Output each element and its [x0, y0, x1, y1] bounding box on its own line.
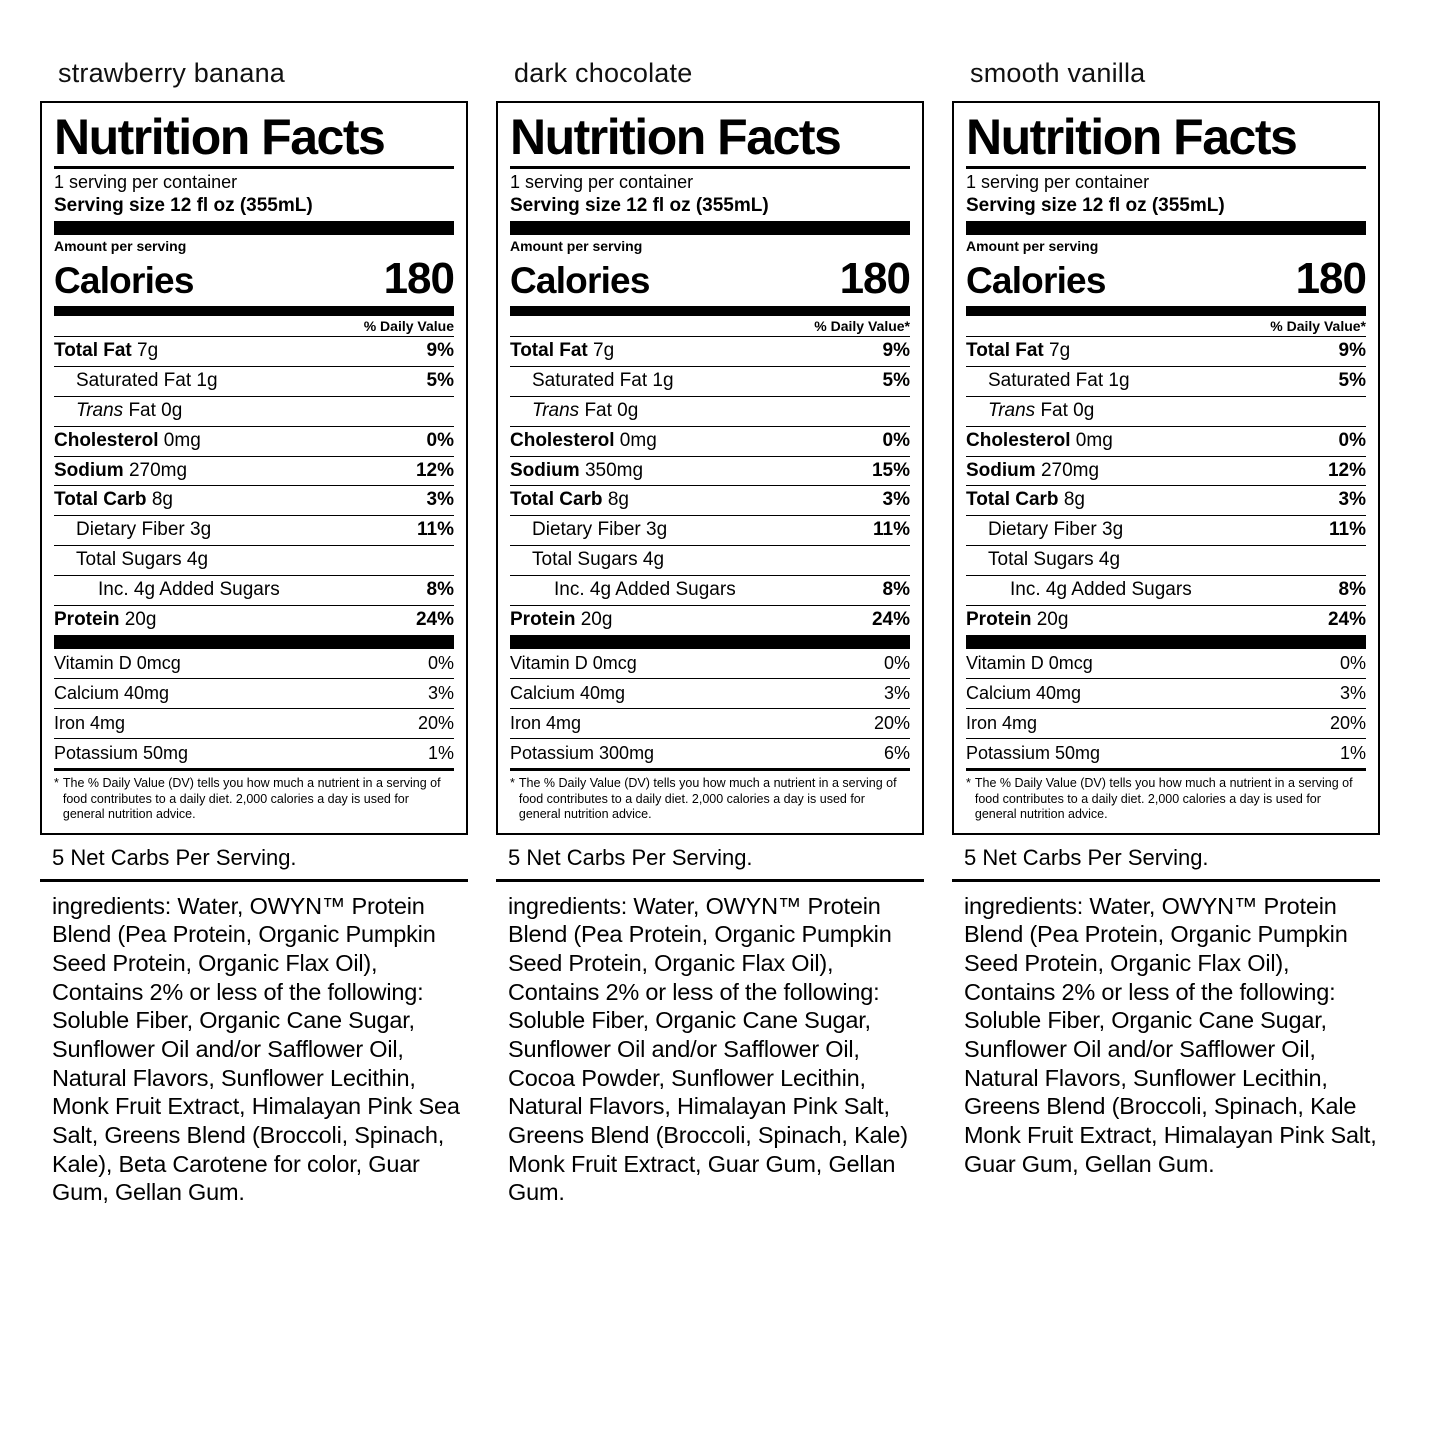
amount-per-serving-label: Amount per serving	[510, 238, 643, 254]
vitamin-daily-value: 3%	[883, 682, 910, 703]
nutrient-name	[510, 431, 657, 452]
nutrient-name	[966, 610, 1068, 631]
nutrient-name	[554, 580, 736, 601]
nutrient-daily-value: 5%	[1338, 369, 1366, 391]
footnote-text: The % Daily Value (DV) tells you how much a nutrient in a serving of food contributes to a daily diet. 2,000 calories a day is used for general nutrition advice.	[62, 775, 441, 822]
nutrient-name	[966, 431, 1113, 452]
nutrient-amount: 270mg	[1035, 459, 1100, 481]
vitamin-name: Calcium 40mg	[966, 682, 1082, 703]
nutrient-name	[988, 401, 1094, 422]
nutrient-daily-value: 3%	[426, 489, 454, 511]
nutrient-row	[510, 426, 910, 456]
vitamin-name: Vitamin D 0mcg	[54, 652, 181, 673]
ingredients-text: ingredients: Water, OWYN™ Protein Blend (Pea Protein, Organic Pumpkin Seed Protein, Organic Flax Oil), Contains 2% or less of the following: Soluble Fiber, Organic Cane Sugar, Sunflower Oil and/or Safflower Oil, Natural Flavors, Sunflower Lecithin, Greens Blend (Broccoli, Spinach, Kale Monk Fruit Extract, Himalayan Pink Salt, Guar Gum, Gellan Gum.	[964, 892, 1377, 1177]
vitamin-daily-value: 20%	[1329, 712, 1366, 733]
vitamin-daily-value: 3%	[1339, 682, 1366, 703]
nutrition-facts-panel	[952, 101, 1380, 835]
divider-thick-2	[966, 306, 1366, 316]
nutrient-row	[510, 545, 910, 575]
calories-label: Calories	[54, 260, 194, 301]
nutrient-daily-value: 24%	[1327, 609, 1366, 631]
serving-size: Serving size 12 fl oz (355mL)	[510, 195, 769, 216]
nutrient-amount: 270mg	[123, 459, 188, 481]
nutrient-name-bold: Protein	[54, 609, 120, 631]
vitamin-name: Iron 4mg	[510, 712, 582, 733]
vitamin-name: Vitamin D 0mcg	[966, 652, 1093, 673]
nutrient-amount: 7g	[587, 340, 615, 361]
nutrient-amount: Dietary Fiber 3g	[76, 519, 212, 541]
nutrient-name	[510, 490, 629, 511]
nutrient-daily-value: 24%	[871, 609, 910, 631]
calories-value: 180	[1295, 254, 1366, 303]
nutrient-daily-value: 12%	[1327, 459, 1366, 481]
nutrient-amount: Inc. 4g Added Sugars	[1010, 579, 1192, 601]
nutrient-amount: Inc. 4g Added Sugars	[554, 579, 736, 601]
nutrient-name-bold: Protein	[510, 609, 576, 631]
nutrient-amount: Total Sugars 4g	[988, 549, 1121, 571]
nutrient-row	[966, 575, 1366, 605]
vitamin-name: Vitamin D 0mcg	[510, 652, 637, 673]
calories-row	[54, 254, 454, 306]
nutrient-name	[54, 490, 173, 511]
nutrient-row	[54, 336, 454, 366]
nutrient-row	[54, 575, 454, 605]
nutrient-daily-value: 5%	[882, 369, 910, 391]
nutrient-name-bold: Total Carb	[966, 489, 1059, 511]
net-carbs-text: 5 Net Carbs Per Serving.	[964, 844, 1209, 870]
nutrient-name-bold: Sodium	[966, 459, 1036, 481]
nutrient-daily-value: 0%	[1338, 429, 1366, 451]
nutrient-amount: Trans Fat 0g	[988, 399, 1095, 421]
calories-label: Calories	[510, 260, 650, 301]
trans-italic: Trans	[532, 399, 580, 421]
footnote	[966, 771, 1366, 823]
servings-per-container: 1 serving per container	[510, 172, 694, 192]
vitamin-row	[510, 649, 910, 678]
nutrient-name	[76, 550, 208, 571]
footnote	[510, 771, 910, 823]
nutrient-daily-value: 5%	[426, 369, 454, 391]
nutrition-facts-panel	[496, 101, 924, 835]
nutrient-daily-value: 3%	[882, 489, 910, 511]
nutrient-row	[966, 545, 1366, 575]
nutrient-daily-value: 11%	[873, 519, 910, 541]
nutrient-amount: Inc. 4g Added Sugars	[98, 579, 280, 601]
nutrient-row	[510, 366, 910, 396]
nutrient-amount: 7g	[131, 340, 159, 361]
nutrient-daily-value: 0%	[426, 429, 454, 451]
nutrient-row	[966, 336, 1366, 366]
trans-italic: Trans	[988, 399, 1036, 421]
vitamin-row	[510, 708, 910, 738]
nutrient-name	[76, 401, 182, 422]
daily-value-header: % Daily Value*	[1270, 318, 1366, 334]
nutrient-daily-value: 11%	[417, 519, 454, 541]
nutrient-row	[966, 605, 1366, 635]
nutrient-row	[510, 575, 910, 605]
nutrient-name-bold: Total Fat	[510, 340, 588, 361]
nutrient-row	[966, 485, 1366, 515]
nutrient-row	[54, 426, 454, 456]
servings-per-container: 1 serving per container	[54, 172, 238, 192]
divider-thick-3	[510, 635, 910, 649]
nutrient-amount: Trans Fat 0g	[532, 399, 639, 421]
nutrient-name	[532, 550, 664, 571]
amount-per-serving-label: Amount per serving	[966, 238, 1099, 254]
divider-thick-1	[510, 221, 910, 235]
nutrient-daily-value: 9%	[426, 340, 454, 361]
nutrient-name	[988, 550, 1120, 571]
vitamin-daily-value: 0%	[427, 652, 454, 673]
nutrient-name	[532, 371, 674, 392]
nutrient-name	[76, 371, 218, 392]
net-carbs-text: 5 Net Carbs Per Serving.	[52, 844, 297, 870]
vitamin-row	[966, 708, 1366, 738]
nutrient-daily-value: 3%	[1338, 489, 1366, 511]
nutrient-amount: 20g	[1031, 609, 1069, 631]
nutrient-amount: Dietary Fiber 3g	[988, 519, 1124, 541]
ingredients-text: ingredients: Water, OWYN™ Protein Blend (Pea Protein, Organic Pumpkin Seed Protein, Organic Flax Oil), Contains 2% or less of the following: Soluble Fiber, Organic Cane Sugar, Sunflower Oil and/or Safflower Oil, Cocoa Powder, Sunflower Lecithin, Natural Flavors, Himalayan Pink Salt, Greens Blend (Broccoli, Spinach, Kale) Monk Fruit Extract, Guar Gum, Gellan Gum.	[508, 892, 908, 1206]
amount-per-serving-label: Amount per serving	[54, 238, 187, 254]
nutrient-name	[510, 341, 614, 362]
calories-value: 180	[383, 254, 454, 303]
flavor-title: smooth vanilla	[970, 58, 1146, 88]
nutrient-amount: 0mg	[158, 429, 201, 451]
nutrient-daily-value: 15%	[871, 459, 910, 481]
divider-thick-1	[966, 221, 1366, 235]
calories-label: Calories	[966, 260, 1106, 301]
vitamin-row	[510, 738, 910, 768]
divider-thick-3	[54, 635, 454, 649]
nutrient-amount: 8g	[146, 489, 173, 511]
nutrition-column	[952, 58, 1380, 1178]
nutrient-name	[988, 371, 1130, 392]
nutrient-name	[1010, 580, 1192, 601]
nutrient-name-bold: Protein	[966, 609, 1032, 631]
nutrient-amount: Saturated Fat 1g	[532, 369, 674, 391]
nutrient-name-bold: Sodium	[54, 459, 124, 481]
divider-thick-2	[510, 306, 910, 316]
nutrient-row	[510, 485, 910, 515]
daily-value-header: % Daily Value*	[814, 318, 910, 334]
panel-title: Nutrition Facts	[966, 109, 1297, 165]
nutrient-daily-value: 9%	[882, 340, 910, 361]
panel-title: Nutrition Facts	[510, 109, 841, 165]
net-carbs-text: 5 Net Carbs Per Serving.	[508, 844, 753, 870]
nutrient-row	[966, 515, 1366, 545]
footnote-text: The % Daily Value (DV) tells you how much a nutrient in a serving of food contributes to a daily diet. 2,000 calories a day is used for general nutrition advice.	[974, 775, 1353, 822]
nutrient-row	[54, 515, 454, 545]
nutrient-name	[54, 341, 158, 362]
nutrient-name	[54, 610, 156, 631]
nutrient-name	[510, 610, 612, 631]
nutrient-name	[532, 520, 667, 541]
nutrient-amount: 8g	[602, 489, 629, 511]
nutrient-row	[54, 605, 454, 635]
vitamin-row	[966, 678, 1366, 708]
nutrition-facts-panel	[40, 101, 468, 835]
nutrient-amount: Total Sugars 4g	[76, 549, 209, 571]
ingredients-text: ingredients: Water, OWYN™ Protein Blend (Pea Protein, Organic Pumpkin Seed Protein, Organic Flax Oil), Contains 2% or less of the following: Soluble Fiber, Organic Cane Sugar, Sunflower Oil and/or Safflower Oil, Natural Flavors, Sunflower Lecithin, Monk Fruit Extract, Himalayan Pink Sea Salt, Greens Blend (Broccoli, Spinach, Kale), Beta Carotene for color, Guar Gum, Gellan Gum.	[52, 892, 460, 1206]
nutrient-row	[54, 485, 454, 515]
nutrient-row	[54, 545, 454, 575]
calories-row	[966, 254, 1366, 306]
nutrient-amount: 350mg	[579, 459, 644, 481]
footnote-star: *	[966, 775, 971, 790]
vitamin-row	[966, 738, 1366, 768]
panel-title: Nutrition Facts	[54, 109, 385, 165]
vitamin-name: Potassium 50mg	[966, 742, 1101, 763]
vitamin-name: Iron 4mg	[54, 712, 126, 733]
vitamin-name: Calcium 40mg	[54, 682, 170, 703]
nutrient-row	[510, 336, 910, 366]
nutrient-name	[966, 490, 1085, 511]
nutrient-name-bold: Sodium	[510, 459, 580, 481]
daily-value-header: % Daily Value	[363, 318, 454, 334]
nutrient-name	[988, 520, 1123, 541]
nutrient-row	[510, 396, 910, 426]
nutrient-amount: Saturated Fat 1g	[76, 369, 218, 391]
vitamin-row	[510, 678, 910, 708]
nutrient-name	[76, 520, 211, 541]
vitamin-name: Potassium 300mg	[510, 742, 655, 763]
nutrient-amount: Dietary Fiber 3g	[532, 519, 668, 541]
vitamin-row	[54, 649, 454, 678]
nutrient-daily-value: 9%	[1338, 340, 1366, 361]
flavor-title: strawberry banana	[58, 58, 286, 88]
nutrient-row	[54, 396, 454, 426]
vitamin-daily-value: 20%	[873, 712, 910, 733]
nutrient-name	[54, 431, 201, 452]
calories-value: 180	[839, 254, 910, 303]
nutrient-name	[98, 580, 280, 601]
vitamin-name: Iron 4mg	[966, 712, 1038, 733]
nutrient-row	[510, 515, 910, 545]
nutrient-daily-value: 8%	[426, 579, 454, 601]
nutrient-name-bold: Total Carb	[54, 489, 147, 511]
nutrient-name	[54, 461, 187, 482]
nutrient-name	[966, 341, 1070, 362]
nutrient-name-bold: Total Carb	[510, 489, 603, 511]
vitamin-row	[966, 649, 1366, 678]
nutrient-amount: Total Sugars 4g	[532, 549, 665, 571]
vitamin-row	[54, 678, 454, 708]
nutrient-name-bold: Cholesterol	[510, 429, 615, 451]
footnote-star: *	[54, 775, 59, 790]
vitamin-daily-value: 3%	[427, 682, 454, 703]
vitamin-daily-value: 1%	[427, 742, 454, 763]
nutrient-amount: 0mg	[614, 429, 657, 451]
nutrient-amount: 0mg	[1070, 429, 1113, 451]
divider-thick-1	[54, 221, 454, 235]
nutrient-amount: 7g	[1043, 340, 1071, 361]
vitamin-name: Potassium 50mg	[54, 742, 189, 763]
divider-thick-3	[966, 635, 1366, 649]
nutrient-row	[54, 366, 454, 396]
nutrient-daily-value: 24%	[415, 609, 454, 631]
calories-row	[510, 254, 910, 306]
vitamin-name: Calcium 40mg	[510, 682, 626, 703]
nutrient-daily-value: 8%	[882, 579, 910, 601]
nutrient-row	[966, 366, 1366, 396]
serving-size: Serving size 12 fl oz (355mL)	[966, 195, 1225, 216]
vitamin-daily-value: 0%	[883, 652, 910, 673]
footnote-star: *	[510, 775, 515, 790]
nutrient-daily-value: 11%	[1329, 519, 1366, 541]
nutrient-name	[510, 461, 643, 482]
nutrient-name	[966, 461, 1099, 482]
vitamin-row	[54, 738, 454, 768]
nutrient-amount: Trans Fat 0g	[76, 399, 183, 421]
nutrient-name-bold: Cholesterol	[54, 429, 159, 451]
nutrient-daily-value: 0%	[882, 429, 910, 451]
divider-thick-2	[54, 306, 454, 316]
nutrient-name-bold: Cholesterol	[966, 429, 1071, 451]
vitamin-row	[54, 708, 454, 738]
footnote-text: The % Daily Value (DV) tells you how much a nutrient in a serving of food contributes to a daily diet. 2,000 calories a day is used for general nutrition advice.	[518, 775, 897, 822]
nutrient-name-bold: Total Fat	[966, 340, 1044, 361]
servings-per-container: 1 serving per container	[966, 172, 1150, 192]
nutrient-daily-value: 12%	[415, 459, 454, 481]
nutrient-row	[54, 456, 454, 486]
nutrient-row	[510, 456, 910, 486]
vitamin-daily-value: 0%	[1339, 652, 1366, 673]
nutrient-amount: 8g	[1058, 489, 1085, 511]
nutrition-column	[496, 58, 924, 1207]
flavor-title: dark chocolate	[514, 58, 693, 88]
vitamin-daily-value: 20%	[417, 712, 454, 733]
nutrient-amount: 20g	[119, 609, 157, 631]
nutrient-amount: Saturated Fat 1g	[988, 369, 1130, 391]
vitamin-daily-value: 1%	[1339, 742, 1366, 763]
serving-size: Serving size 12 fl oz (355mL)	[54, 195, 313, 216]
nutrient-row	[510, 605, 910, 635]
nutrient-row	[966, 456, 1366, 486]
nutrient-row	[966, 396, 1366, 426]
nutrition-column	[40, 58, 468, 1207]
nutrient-name	[532, 401, 638, 422]
footnote	[54, 771, 454, 823]
nutrient-daily-value: 8%	[1338, 579, 1366, 601]
nutrient-amount: 20g	[575, 609, 613, 631]
nutrient-name-bold: Total Fat	[54, 340, 132, 361]
nutrient-row	[966, 426, 1366, 456]
vitamin-daily-value: 6%	[883, 742, 910, 763]
trans-italic: Trans	[76, 399, 124, 421]
